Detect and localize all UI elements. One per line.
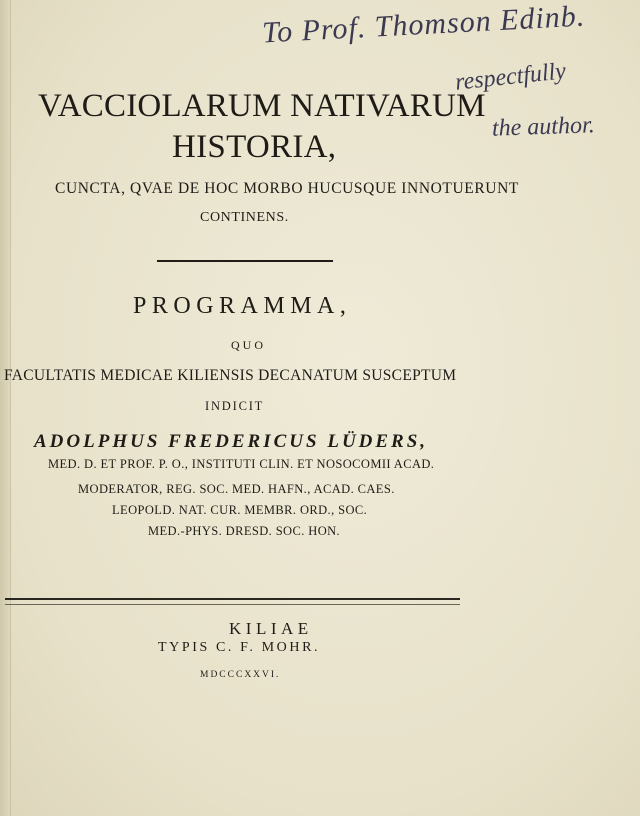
divider-rule xyxy=(157,260,333,262)
programma-heading: PROGRAMMA, xyxy=(133,293,352,319)
faculty-line: FACULTATIS MEDICAE KILIENSIS DECANATUM SUSCEPTUM xyxy=(4,367,457,384)
indicit-text: INDICIT xyxy=(205,399,265,413)
imprint-rule xyxy=(5,598,460,600)
subtitle-line1: CUNCTA, QVAE DE HOC MORBO HUCUSQUE INNOTUERUNT xyxy=(55,180,519,197)
handwritten-inscription-line1: To Prof. Thomson Edinb. xyxy=(261,0,586,50)
binding-edge xyxy=(0,0,11,816)
author-credential-line: LEOPOLD. NAT. CUR. MEMBR. ORD., SOC. xyxy=(112,503,368,517)
subtitle-line2: CONTINENS. xyxy=(200,210,289,225)
title-line1: VACCIOLARUM NATIVARUM xyxy=(38,88,486,124)
author-credential-line: MODERATOR, REG. SOC. MED. HAFN., ACAD. CAES. xyxy=(78,482,395,496)
author-credential-line: MED. D. ET PROF. P. O., INSTITUTI CLIN. ET NOSOCOMII ACAD. xyxy=(48,457,435,471)
imprint-place: KILIAE xyxy=(229,619,313,638)
handwritten-inscription-line2: respectfully xyxy=(453,58,568,96)
quo-text: QUO xyxy=(231,338,266,352)
imprint-year: MDCCCXXVI. xyxy=(200,670,281,680)
handwritten-inscription-line3: the author. xyxy=(491,112,596,142)
author-credential-line: MED.-PHYS. DRESD. SOC. HON. xyxy=(148,524,341,538)
author-name: ADOLPHUS FREDERICUS LÜDERS, xyxy=(34,431,429,452)
imprint-printer: TYPIS C. F. MOHR. xyxy=(158,640,321,655)
title-line2: HISTORIA, xyxy=(172,129,337,165)
imprint-rule-thin xyxy=(5,604,460,605)
